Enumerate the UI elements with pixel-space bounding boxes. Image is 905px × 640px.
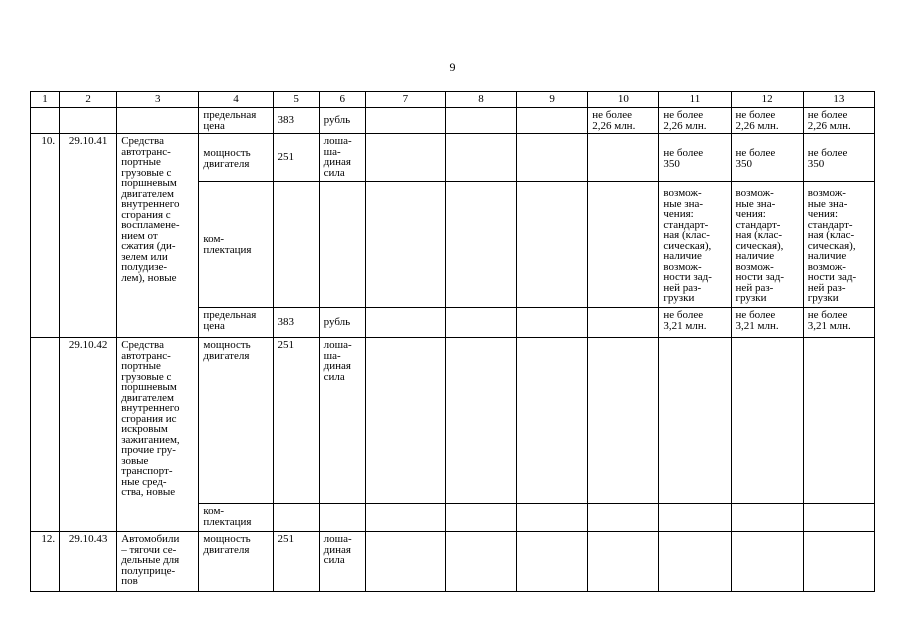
table-cell bbox=[445, 308, 516, 338]
col-header: 6 bbox=[319, 92, 365, 108]
table-cell: не более 2,26 млн. bbox=[588, 108, 659, 134]
table-cell: рубль bbox=[319, 108, 365, 134]
table-cell bbox=[319, 504, 365, 532]
table-row bbox=[31, 108, 875, 134]
col-header: 8 bbox=[445, 92, 516, 108]
table-cell bbox=[588, 308, 659, 338]
table-cell: не более 350 bbox=[659, 134, 731, 182]
table-cell bbox=[365, 504, 445, 532]
table-cell bbox=[588, 338, 659, 504]
table-cell bbox=[517, 134, 588, 182]
col-header: 11 bbox=[659, 92, 731, 108]
col-header: 5 bbox=[273, 92, 319, 108]
table-cell bbox=[273, 182, 319, 308]
table-cell bbox=[445, 504, 516, 532]
item-name: Автомобили – тягочи се- дельные для полуприце- пов bbox=[117, 532, 199, 592]
table-cell bbox=[517, 182, 588, 308]
table-cell bbox=[365, 108, 445, 134]
col-header: 10 bbox=[588, 92, 659, 108]
table-cell: лоша- диная сила bbox=[319, 532, 365, 592]
table-cell: не более 3,21 млн. bbox=[803, 308, 874, 338]
col-header: 9 bbox=[517, 92, 588, 108]
okpd-code: 29.10.41 bbox=[60, 134, 117, 338]
table-cell: 383 bbox=[273, 308, 319, 338]
table-cell bbox=[117, 108, 199, 134]
table-cell bbox=[517, 308, 588, 338]
page-number: 9 bbox=[449, 60, 456, 74]
col-header: 1 bbox=[31, 92, 60, 108]
table-cell: 383 bbox=[273, 108, 319, 134]
specification-table bbox=[30, 91, 875, 592]
table-cell: предельная цена bbox=[199, 108, 273, 134]
table-cell: рубль bbox=[319, 308, 365, 338]
okpd-code: 29.10.42 bbox=[60, 338, 117, 532]
table-cell: не более 2,26 млн. bbox=[659, 108, 731, 134]
table-cell bbox=[731, 504, 803, 532]
table-row bbox=[31, 338, 875, 504]
row-number: 12. bbox=[31, 532, 60, 592]
item-name: Средства автотранс- портные грузовые с поршневым двигателем внутреннего сгорания с воспламене- нием от сжатия (ди- зелем или полудизе- лем), новые bbox=[117, 134, 199, 338]
table-cell bbox=[517, 532, 588, 592]
table-cell: лоша- ша- диная сила bbox=[319, 134, 365, 182]
table-cell bbox=[31, 108, 60, 134]
col-header: 2 bbox=[60, 92, 117, 108]
table-cell: мощность двигателя bbox=[199, 338, 273, 504]
table-cell: возмож- ные зна- чения: стандарт- ная (клас- сическая), наличие возмож- ности зад- ней раз- грузки bbox=[659, 182, 731, 308]
row-number: 10. bbox=[31, 134, 60, 338]
table-cell: мощность двигателя bbox=[199, 134, 273, 182]
table-cell: не более 3,21 млн. bbox=[659, 308, 731, 338]
table-cell bbox=[445, 108, 516, 134]
table-cell bbox=[517, 338, 588, 504]
table-cell bbox=[588, 504, 659, 532]
table-cell bbox=[365, 182, 445, 308]
okpd-code: 29.10.43 bbox=[60, 532, 117, 592]
table-cell bbox=[319, 182, 365, 308]
table-cell bbox=[365, 308, 445, 338]
table-cell: возмож- ные зна- чения: стандарт- ная (клас- сическая), наличие возмож- ности зад- ней раз- грузки bbox=[803, 182, 874, 308]
row-number bbox=[31, 338, 60, 532]
table-cell: 251 bbox=[273, 134, 319, 182]
table-cell: 251 bbox=[273, 532, 319, 592]
table-cell bbox=[588, 182, 659, 308]
table-cell bbox=[445, 532, 516, 592]
table-cell: ком- плектация bbox=[199, 182, 273, 308]
header-row bbox=[31, 92, 875, 108]
table-cell bbox=[659, 532, 731, 592]
table-cell bbox=[365, 338, 445, 504]
table-cell: не более 2,26 млн. bbox=[731, 108, 803, 134]
table-cell bbox=[273, 504, 319, 532]
table-cell bbox=[60, 108, 117, 134]
table-cell bbox=[445, 134, 516, 182]
table-cell bbox=[803, 338, 874, 504]
table-cell bbox=[731, 338, 803, 504]
table-cell bbox=[517, 504, 588, 532]
table-cell bbox=[445, 338, 516, 504]
table-cell: предельная цена bbox=[199, 308, 273, 338]
table-cell: лоша- ша- диная сила bbox=[319, 338, 365, 504]
col-header: 3 bbox=[117, 92, 199, 108]
table-cell: мощность двигателя bbox=[199, 532, 273, 592]
item-name: Средства автотранс- портные грузовые с поршневым двигателем внутреннего сгорания ис искровым зажиганием, прочие гру- зовые транспорт- ные сред- ства, новые bbox=[117, 338, 199, 532]
table-cell bbox=[659, 338, 731, 504]
table-cell bbox=[588, 532, 659, 592]
col-header: 4 bbox=[199, 92, 273, 108]
table-cell bbox=[588, 134, 659, 182]
table-cell bbox=[803, 504, 874, 532]
table-cell bbox=[659, 504, 731, 532]
table-cell: ком- плектация bbox=[199, 504, 273, 532]
table-row bbox=[31, 134, 875, 182]
table-cell bbox=[445, 182, 516, 308]
table-cell bbox=[803, 532, 874, 592]
table-cell: не более 2,26 млн. bbox=[803, 108, 874, 134]
col-header: 12 bbox=[731, 92, 803, 108]
table-row bbox=[31, 532, 875, 592]
col-header: 7 bbox=[365, 92, 445, 108]
table-cell: не более 350 bbox=[803, 134, 874, 182]
table-cell bbox=[731, 532, 803, 592]
col-header: 13 bbox=[803, 92, 874, 108]
table-cell: 251 bbox=[273, 338, 319, 504]
table-cell: возмож- ные зна- чения: стандарт- ная (клас- сическая), наличие возмож- ности зад- ней раз- грузки bbox=[731, 182, 803, 308]
table-cell: не более 350 bbox=[731, 134, 803, 182]
table-cell bbox=[365, 134, 445, 182]
table-cell: не более 3,21 млн. bbox=[731, 308, 803, 338]
table-cell bbox=[365, 532, 445, 592]
table-cell bbox=[517, 108, 588, 134]
